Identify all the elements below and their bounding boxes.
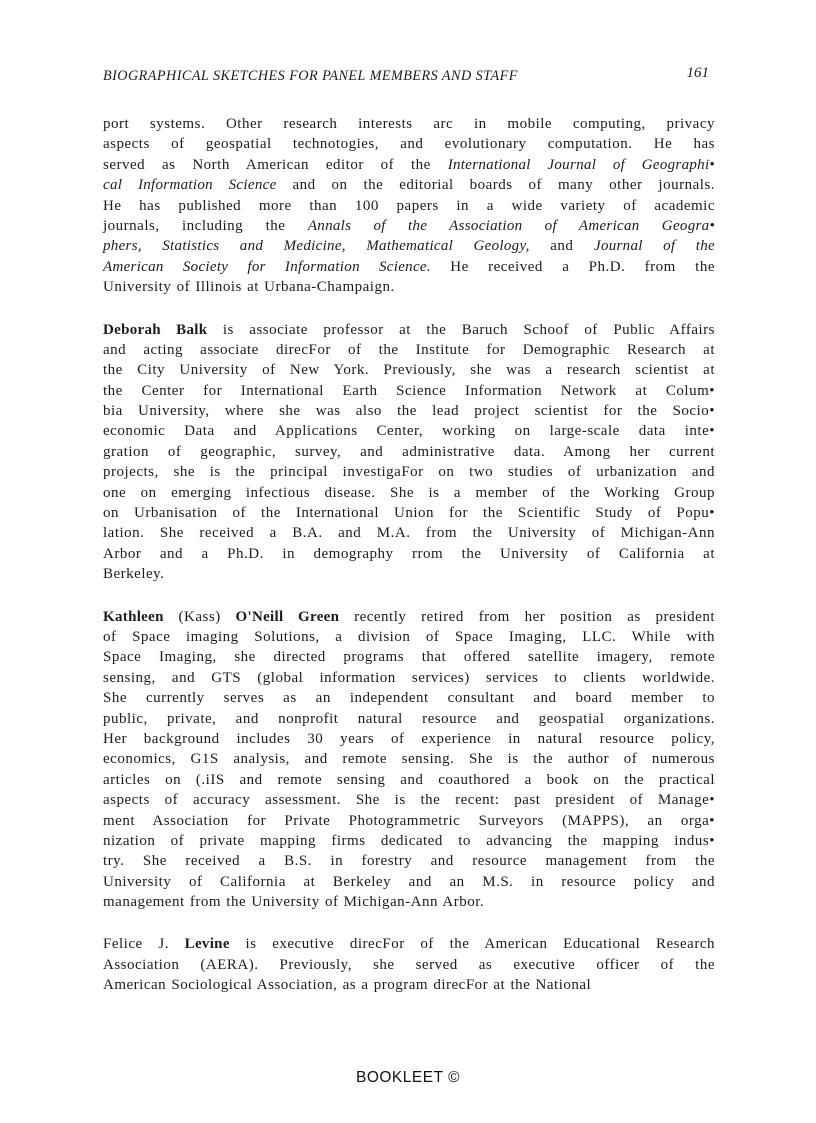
text-segment: try. She received a B.S. in forestry and resource management from the [103, 853, 715, 870]
text-line [103, 320, 715, 340]
text-segment: nization of private mapping firms dedicated to advancing the mapping indus• [103, 832, 715, 849]
paragraph-continued-bio [103, 114, 715, 298]
running-head [103, 65, 715, 90]
text-segment: Her background includes 30 years of experience in natural resource policy, [103, 730, 715, 747]
text-segment: Association (AERA). Previously, she served as executive officer of the [103, 956, 715, 973]
text-line [103, 892, 715, 912]
text-line [103, 688, 715, 708]
text-line [103, 627, 715, 647]
text-segment: gration of geographic, survey, and administrative data. Among her current [103, 443, 715, 460]
text-segment: of Space imaging Solutions, a division of Space Imaging, LLC. While with [103, 628, 715, 645]
text-segment: one on emerging infectious disease. She is a member of the Working Group [103, 484, 715, 501]
text-segment: Felice J. [103, 936, 185, 953]
text-segment: He has published more than 100 papers in a wide variety of academic [103, 197, 715, 214]
text-line [103, 668, 715, 688]
text-line [103, 503, 715, 523]
text-segment: He received a Ph.D. from the [430, 258, 715, 275]
text-segment: on Urbanisation of the International Union for the Scientific Study of Popu• [103, 505, 715, 522]
text-segment: Berkeley. [103, 566, 165, 583]
text-line [103, 749, 715, 769]
text-line [103, 831, 715, 851]
text-line [103, 360, 715, 380]
text-line [103, 975, 715, 995]
publication-title: phers, Statistics and Medicine, Mathematical Geology, [103, 238, 530, 255]
text-segment: projects, she is the principal investigaFor on two studies of urbanization and [103, 464, 715, 481]
paragraph-bio-deborah-balk [103, 320, 715, 585]
text-segment: served as North American editor of the [103, 156, 448, 173]
person-name: Levine [184, 936, 230, 953]
paragraph-bio-kathleen-green [103, 607, 715, 913]
text-segment: Space Imaging, she directed programs that offered satellite imagery, remote [103, 649, 715, 666]
text-line [103, 483, 715, 503]
text-segment: public, private, and nonprofit natural resource and geospatial organizations. [103, 710, 715, 727]
text-segment: journals, including the [103, 217, 308, 234]
text-line [103, 647, 715, 667]
text-segment: ment Association for Private Photogrammetric Surveyors (MAPPS), an orga• [103, 812, 715, 829]
person-name: Kathleen [103, 608, 164, 625]
text-line [103, 277, 715, 297]
text-segment: University of California at Berkeley and an M.S. in resource policy and [103, 873, 715, 890]
text-line [103, 607, 715, 627]
text-line [103, 851, 715, 871]
text-line [103, 421, 715, 441]
text-line [103, 196, 715, 216]
text-segment: aspects of accuracy assessment. She is the recent: past president of Manage• [103, 792, 715, 809]
person-name: Deborah Balk [103, 321, 208, 338]
text-segment: and [529, 238, 594, 255]
text-segment: American Sociological Association, as a program direcFor at the National [103, 977, 592, 994]
text-line [103, 155, 715, 175]
text-line [103, 236, 715, 256]
publication-title: International Journal of Geographi• [447, 156, 715, 173]
text-segment: the City University of New York. Previously, she was a research scientist at [103, 362, 715, 379]
body-text [103, 114, 715, 1018]
text-line [103, 257, 715, 277]
text-line [103, 134, 715, 154]
text-line [103, 811, 715, 831]
page-number: 161 [686, 65, 709, 81]
text-line [103, 401, 715, 421]
publication-title: Annals of the Association of American Geogra• [307, 217, 715, 234]
text-segment: bia University, where she was also the lead project scientist for the Socio• [103, 403, 715, 420]
text-segment: She currently serves as an independent consultant and board member to [103, 690, 715, 707]
text-segment: Arbor and a Ph.D. in demography rrom the University of California at [103, 545, 715, 562]
running-title: BIOGRAPHICAL SKETCHES FOR PANEL MEMBERS AND STAFF [103, 68, 518, 84]
text-line [103, 709, 715, 729]
text-line [103, 955, 715, 975]
text-segment: port systems. Other research interests arc in mobile computing, privacy [103, 116, 715, 132]
text-segment: economic Data and Applications Center, working on large-scale data inte• [103, 423, 715, 440]
text-line [103, 934, 715, 954]
text-line [103, 381, 715, 401]
publication-title: American Society for Information Science. [103, 258, 431, 275]
text-line [103, 462, 715, 482]
text-segment: recently retired from her position as president [339, 608, 715, 625]
text-segment: University of Illinois at Urbana-Champaign. [103, 279, 395, 296]
text-segment: the Center for International Earth Science Information Network at Colum• [103, 382, 715, 399]
text-segment: and acting associate direcFor of the Institute for Demographic Research at [103, 341, 715, 358]
text-segment: (Kass) [163, 608, 236, 625]
text-line [103, 175, 715, 195]
text-line [103, 442, 715, 462]
text-segment: articles on (.iIS and remote sensing and coauthored a book on the practical [103, 771, 715, 788]
text-segment: is associate professor at the Baruch Schoof of Public Affairs [207, 321, 716, 338]
person-name: O'Neill Green [235, 608, 340, 625]
text-segment: lation. She received a B.A. and M.A. from the University of Michigan-Ann [103, 525, 715, 542]
text-line [103, 523, 715, 543]
text-line [103, 216, 715, 236]
text-line [103, 872, 715, 892]
text-segment: sensing, and GTS (global information services) services to clients worldwide. [103, 669, 715, 686]
text-segment: economics, G1S analysis, and remote sensing. She is the author of numerous [103, 751, 715, 768]
text-segment: aspects of geospatial technotogies, and evolutionary computation. He has [103, 136, 715, 153]
text-line [103, 114, 715, 134]
text-segment: is executive direcFor of the American Educational Research [229, 936, 715, 953]
publication-title: cal Information Science [103, 177, 277, 194]
text-line [103, 544, 715, 564]
text-line [103, 340, 715, 360]
text-line [103, 770, 715, 790]
paragraph-bio-felice-levine [103, 934, 715, 995]
text-line [103, 790, 715, 810]
text-line [103, 564, 715, 584]
text-segment: management from the University of Michigan-Ann Arbor. [103, 894, 485, 911]
publication-title: Journal of the [593, 238, 715, 255]
text-line [103, 729, 715, 749]
bookleet-watermark: BOOKLEET © [355, 1069, 460, 1086]
text-segment: and on the editorial boards of many other journals. [276, 177, 716, 194]
